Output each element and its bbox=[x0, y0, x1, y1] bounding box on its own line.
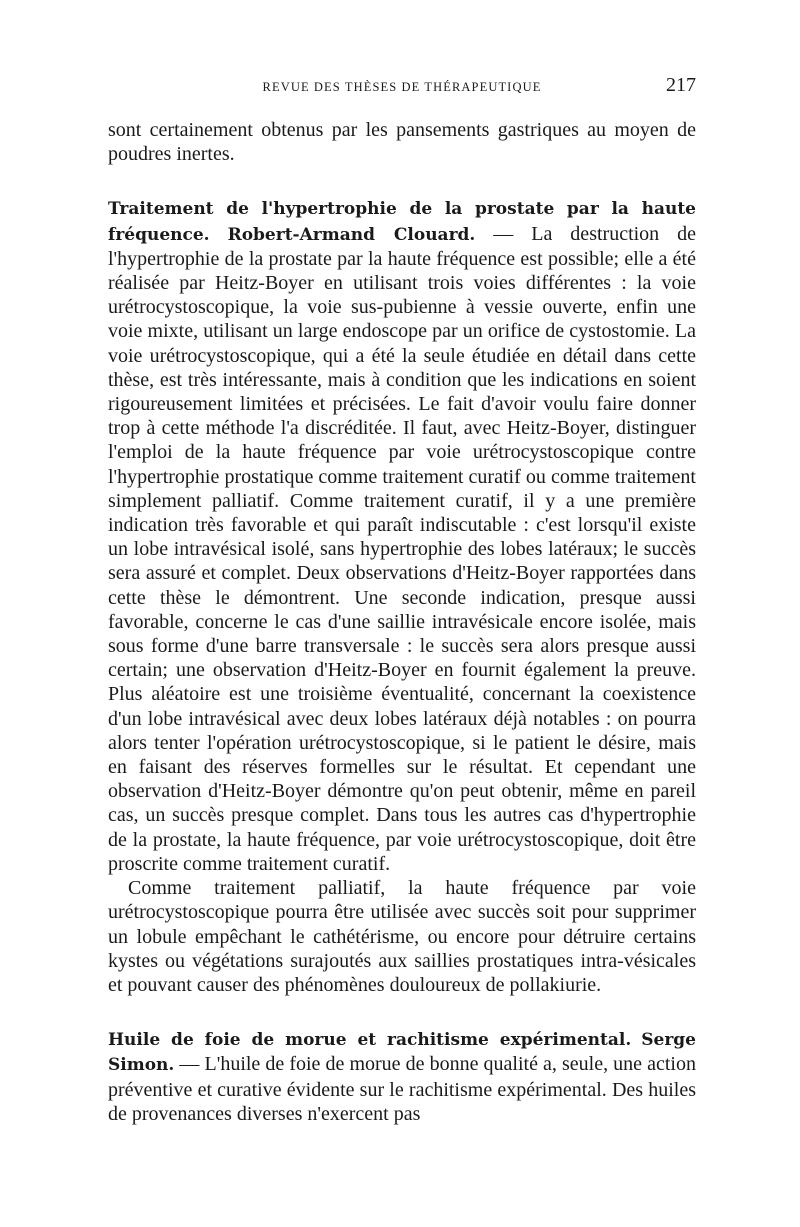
article-author-2: Serge Simon. bbox=[108, 1030, 697, 1076]
article-title-2: Huile de foie de morue et rachitisme expérimental. bbox=[108, 1030, 632, 1051]
article-clouard-paragraph bbox=[108, 196, 696, 876]
page-number: 217 bbox=[666, 74, 696, 96]
running-header bbox=[108, 74, 696, 104]
article-body-text: — La destruction de l'hypertrophie de la prostate par la haute fréquence est possible; elle a été réalisée par Heitz-Boyer en utilisant trois voies différentes : la voie urétrocystoscopique, la voie sus-pubienne à vessie ouverte, enfin une voie mixte, utilisant un large endoscope par un orifice de cystostomie. La voie urétrocystoscopique, qui a été la seule étudiée en détail dans cette thèse, est très intéressante, mais à condition que les indications en soient rigoureusement limitées et précisées. Le fait d'avoir voulu faire donner trop à cette méthode l'a discréditée. Il faut, avec Heitz-Boyer, distinguer l'emploi de la haute fréquence par voie urétrocystoscopique contre l'hypertrophie prostatique comme traitement curatif ou comme traitement simplement palliatif. Comme traitement curatif, il y a une première indication très favorable et qui paraît indiscutable : c'est lorsqu'il existe un lobe intravésical isolé, sans hypertrophie des lobes latéraux; le succès sera assuré et complet. Deux observations d'Heitz-Boyer rapportées dans cette thèse le démontrent. Une seconde indication, presque aussi favorable, concerne le cas d'une saillie intravésicale encore isolée, mais sous forme d'une barre transversale : le succès sera alors presque aussi certain; une observation d'Heitz-Boyer en fournit également la preuve. Plus aléatoire est une troisième éventualité, concernant la coexistence d'un lobe intravésical avec deux lobes latéraux déjà notables : on pourra alors tenter l'opération urétrocystoscopique, si le patient le désire, mais en faisant des réserves formelles sur le résultat. Et cependant une observation d'Heitz-Boyer démontre qu'on peut obtenir, même en pareil cas, un succès presque complet. Dans tous les autres cas d'hypertrophie de la prostate, la haute fréquence, par voie urétrocystoscopique, doit être proscrite comme traitement curatif. bbox=[108, 222, 697, 875]
running-title: REVUE DES THÈSES DE THÉRAPEUTIQUE bbox=[262, 80, 542, 94]
article-body-text-2: — L'huile de foie de morue de bonne qualité a, seule, une action préventive et curative évidente sur le rachitisme expérimental. Des huiles de provenances diverses n'exercent pas bbox=[108, 1053, 696, 1125]
article-clouard-paragraph-2: Comme traitement palliatif, la haute fréquence par voie urétrocystoscopique pourra être utilisée avec succès soit pour supprimer un lobule empêchant le cathétérisme, ou encore pour détruire certains kystes ou végétations surajoutés aux saillies prostatiques intra-vésicales et pouvant causer des phénomènes douloureux de pollakiurie. bbox=[108, 877, 696, 996]
document-page bbox=[108, 74, 696, 1126]
article-simon-paragraph bbox=[108, 1027, 696, 1126]
article-title: Traitement de l'hypertrophie de la prostate par la haute fréquence. bbox=[108, 199, 696, 245]
intro-paragraph: sont certainement obtenus par les pansements gastriques au moyen de poudres inertes. bbox=[108, 119, 696, 166]
article-author: Robert-Armand Clouard. bbox=[227, 224, 476, 245]
